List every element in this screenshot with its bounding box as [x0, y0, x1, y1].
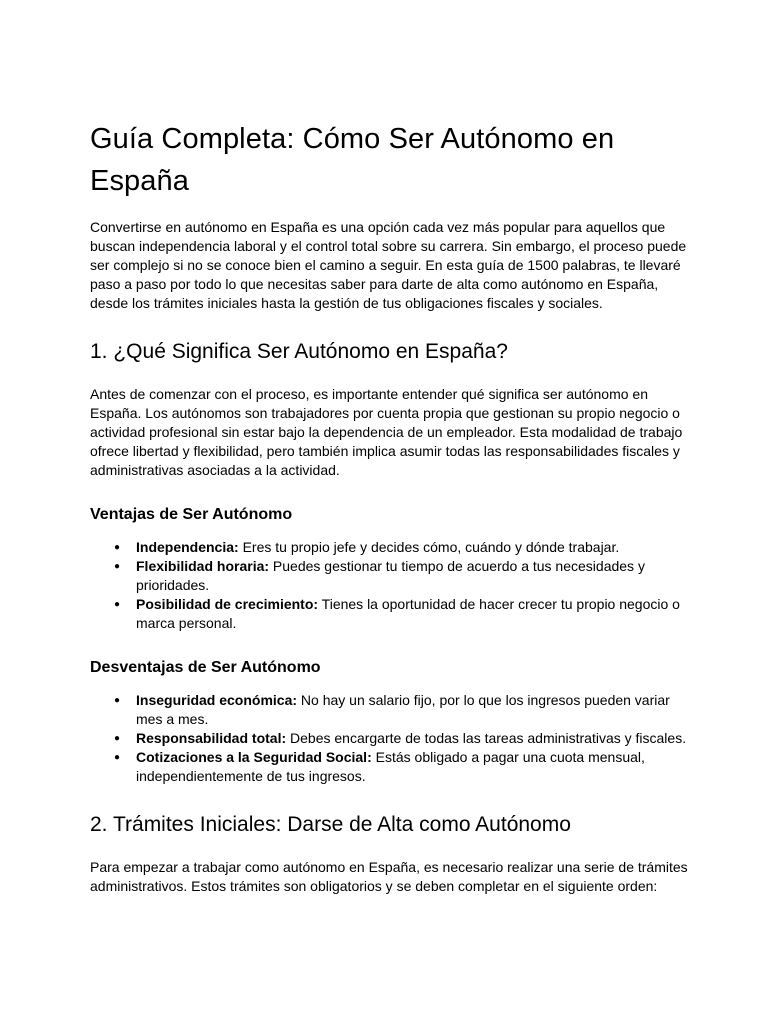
section-2-paragraph: Para empezar a trabajar como autónomo en España, es necesario realizar una serie de trámites administrativos. Estos trámites son obligatorios y se deben completar en el siguiente orden:: [90, 859, 688, 894]
list-item-term: Flexibilidad horaria:: [136, 558, 270, 574]
desventajas-heading: Desventajas de Ser Autónomo: [90, 659, 321, 676]
desventajas-list: [90, 691, 690, 786]
bullet-icon: ●: [114, 733, 121, 744]
list-item-text: Tienes la oportunidad de hacer crecer tu propio negocio o marca personal.: [136, 596, 680, 631]
list-item: [114, 538, 690, 557]
ventajas-list: [90, 538, 690, 633]
document-page: [90, 118, 690, 920]
list-item-text: No hay un salario fijo, por lo que los ingresos pueden variar mes a mes.: [136, 692, 670, 727]
list-item-text: Estás obligado a pagar una cuota mensual, independientemente de tus ingresos.: [136, 749, 645, 784]
bullet-icon: ●: [114, 542, 121, 553]
list-item: [114, 595, 690, 633]
bullet-icon: ●: [114, 561, 121, 572]
list-item: [114, 729, 690, 748]
list-item-text: Puedes gestionar tu tiempo de acuerdo a tus necesidades y prioridades.: [136, 558, 645, 593]
bullet-icon: ●: [114, 752, 121, 763]
list-item-text: Eres tu propio jefe y decides cómo, cuándo y dónde trabajar.: [238, 539, 620, 555]
list-item-text: Debes encargarte de todas las tareas administrativas y fiscales.: [286, 730, 687, 746]
ventajas-heading: Ventajas de Ser Autónomo: [90, 506, 293, 523]
list-item-term: Cotizaciones a la Seguridad Social:: [136, 749, 372, 765]
list-item-term: Inseguridad económica:: [136, 692, 298, 708]
list-item-term: Responsabilidad total:: [136, 730, 287, 746]
list-item: [114, 557, 690, 595]
bullet-icon: ●: [114, 695, 121, 706]
list-item: [114, 691, 690, 729]
section-2-heading: 2. Trámites Iniciales: Darse de Alta como Autónomo: [90, 813, 571, 836]
section-1-paragraph: Antes de comenzar con el proceso, es importante entender qué significa ser autónomo en España. Los autónomos son trabajadores por cuenta propia que gestionan su propio negocio o actividad profesional sin estar bajo la dependencia de un empleador. Esta modalidad de trabajo ofrece libertad y flexibilidad, pero también implica asumir todas las responsabilidades fiscales y administrativas asociadas a la actividad.: [90, 386, 683, 478]
document-title: Guía Completa: Cómo Ser Autónomo en España: [90, 123, 615, 197]
list-item: [114, 748, 690, 786]
list-item-term: Independencia:: [136, 539, 239, 555]
section-1-heading: 1. ¿Qué Significa Ser Autónomo en España?: [90, 340, 508, 363]
list-item-term: Posibilidad de crecimiento:: [136, 596, 319, 612]
intro-paragraph: Convertirse en autónomo en España es una opción cada vez más popular para aquellos que buscan independencia laboral y el control total sobre su carrera. Sin embargo, el proceso puede ser complejo si no se conoce bien el camino a seguir. En esta guía de 1500 palabras, te llevaré paso a paso por todo lo que necesitas saber para darte de alta como autónomo en España, desde los trámites iniciales hasta la gestión de tus obligaciones fiscales y sociales.: [90, 219, 687, 311]
bullet-icon: ●: [114, 599, 121, 610]
